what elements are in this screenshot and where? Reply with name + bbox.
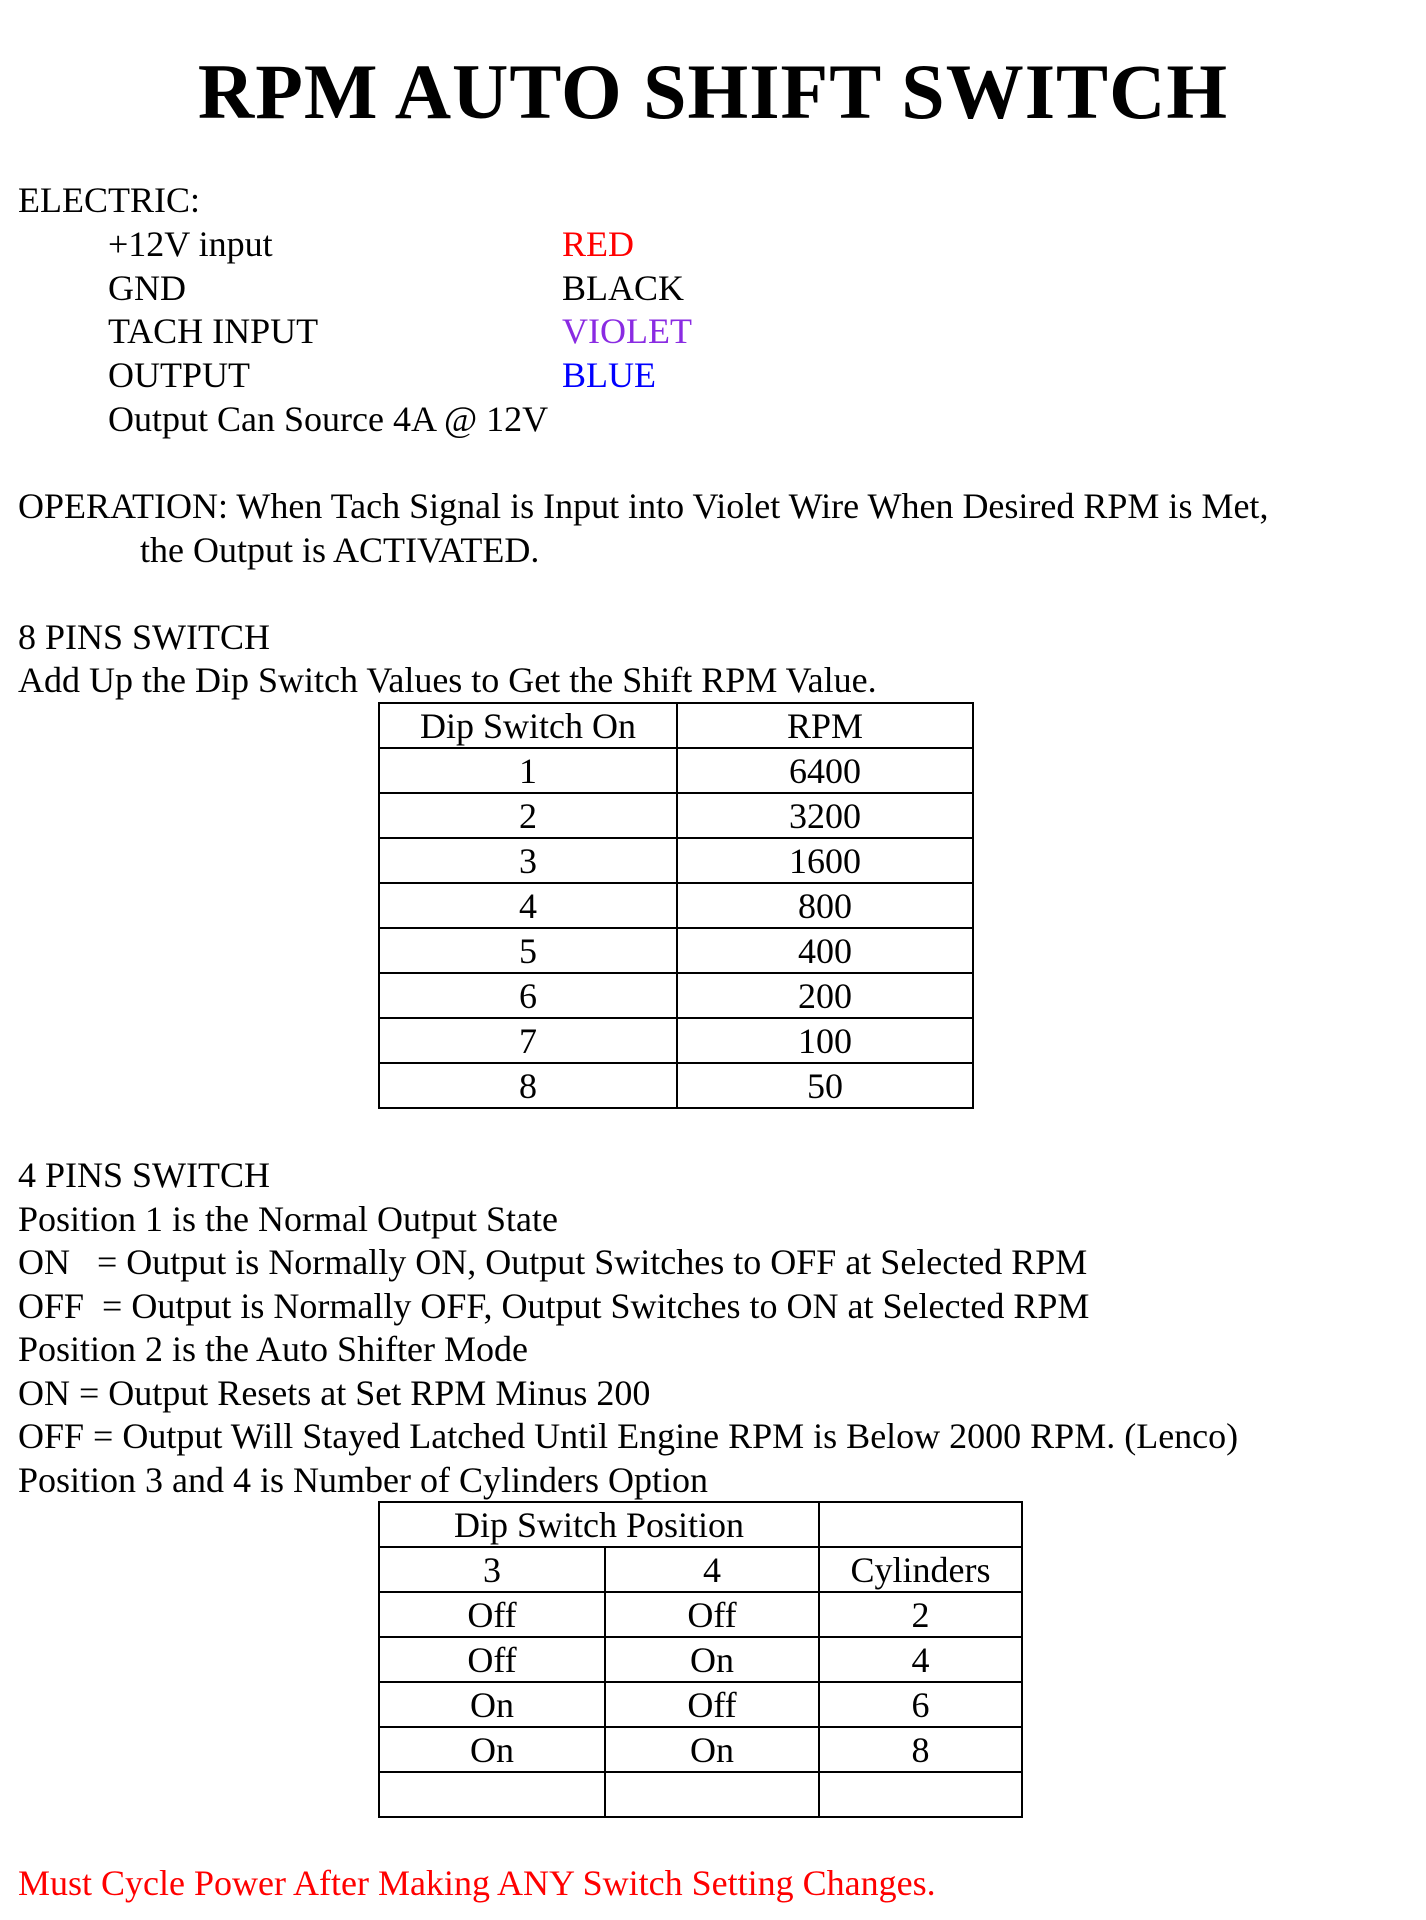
pos3-cell: Off [379,1637,605,1682]
header-dip-switch-position: Dip Switch Position [379,1502,819,1547]
pos4-cell: On [605,1727,819,1772]
dip-rpm-table [378,702,974,1109]
header-position-4: 4 [605,1547,819,1592]
four-pin-line: Position 2 is the Auto Shifter Mode [18,1329,529,1369]
rpm-cell: 200 [677,973,973,1018]
pos3-cell: On [379,1682,605,1727]
rpm-cell: 400 [677,928,973,973]
warning-note: Must Cycle Power After Making ANY Switch Setting Changes. [18,1863,936,1903]
rpm-cell: 1600 [677,838,973,883]
pos3-cell: On [379,1727,605,1772]
operation-line-1: OPERATION: When Tach Signal is Input into Violet Wire When Desired RPM is Met, [18,486,1269,526]
pos3-cell: Off [379,1592,605,1637]
table-header-row [379,703,973,748]
dip-cell: 1 [379,748,677,793]
header-blank [819,1502,1022,1547]
header-dip-switch-on: Dip Switch On [379,703,677,748]
table-row [379,793,973,838]
four-pin-line: ON = Output Resets at Set RPM Minus 200 [18,1373,651,1413]
rpm-cell: 3200 [677,793,973,838]
table-row [379,928,973,973]
cylinders-cell: 2 [819,1592,1022,1637]
header-position-3: 3 [379,1547,605,1592]
header-rpm: RPM [677,703,973,748]
four-pin-line: OFF = Output Will Stayed Latched Until Engine RPM is Below 2000 RPM. (Lenco) [18,1416,1239,1456]
table-row [379,1727,1022,1772]
electric-label-12v: +12V input [108,224,273,264]
pos4-cell: Off [605,1592,819,1637]
table-row [379,973,973,1018]
rpm-cell: 800 [677,883,973,928]
electric-label-gnd: GND [108,268,186,308]
table-row-empty [379,1772,1022,1817]
electric-color-blue: BLUE [562,355,656,395]
empty-cell [379,1772,605,1817]
dip-cell: 6 [379,973,677,1018]
eight-pin-heading: 8 PINS SWITCH [18,617,271,657]
table-row [379,748,973,793]
cylinders-cell: 6 [819,1682,1022,1727]
electric-color-black: BLACK [562,268,685,308]
cylinders-table [378,1501,1023,1818]
header-cylinders: Cylinders [819,1547,1022,1592]
four-pin-line: Position 1 is the Normal Output State [18,1199,558,1239]
four-pin-heading: 4 PINS SWITCH [18,1155,271,1195]
table-row [379,1637,1022,1682]
pos4-cell: Off [605,1682,819,1727]
cylinders-cell: 8 [819,1727,1022,1772]
table-row [379,1063,973,1108]
dip-cell: 7 [379,1018,677,1063]
dip-cell: 2 [379,793,677,838]
dip-cell: 4 [379,883,677,928]
table-header-row [379,1502,1022,1547]
eight-pin-intro: Add Up the Dip Switch Values to Get the Shift RPM Value. [18,660,877,700]
pos4-cell: On [605,1637,819,1682]
electric-color-violet: VIOLET [562,311,692,351]
cylinders-cell: 4 [819,1637,1022,1682]
four-pin-line: Position 3 and 4 is Number of Cylinders Option [18,1460,708,1500]
page-title: RPM AUTO SHIFT SWITCH [197,48,1229,135]
empty-cell [819,1772,1022,1817]
table-row [379,1682,1022,1727]
four-pin-line: ON = Output is Normally ON, Output Switches to OFF at Selected RPM [18,1242,1088,1282]
table-row [379,1592,1022,1637]
empty-cell [605,1772,819,1817]
rpm-cell: 50 [677,1063,973,1108]
dip-cell: 3 [379,838,677,883]
dip-cell: 5 [379,928,677,973]
table-row [379,1018,973,1063]
electric-color-red: RED [562,224,634,264]
rpm-cell: 6400 [677,748,973,793]
electric-note: Output Can Source 4A @ 12V [108,399,549,439]
table-row [379,883,973,928]
electric-label-tach: TACH INPUT [108,311,319,351]
rpm-cell: 100 [677,1018,973,1063]
table-header-row [379,1547,1022,1592]
dip-cell: 8 [379,1063,677,1108]
electric-heading: ELECTRIC: [18,180,200,220]
table-row [379,838,973,883]
operation-line-2: the Output is ACTIVATED. [140,530,540,570]
four-pin-line: OFF = Output is Normally OFF, Output Switches to ON at Selected RPM [18,1286,1090,1326]
electric-label-output: OUTPUT [108,355,250,395]
